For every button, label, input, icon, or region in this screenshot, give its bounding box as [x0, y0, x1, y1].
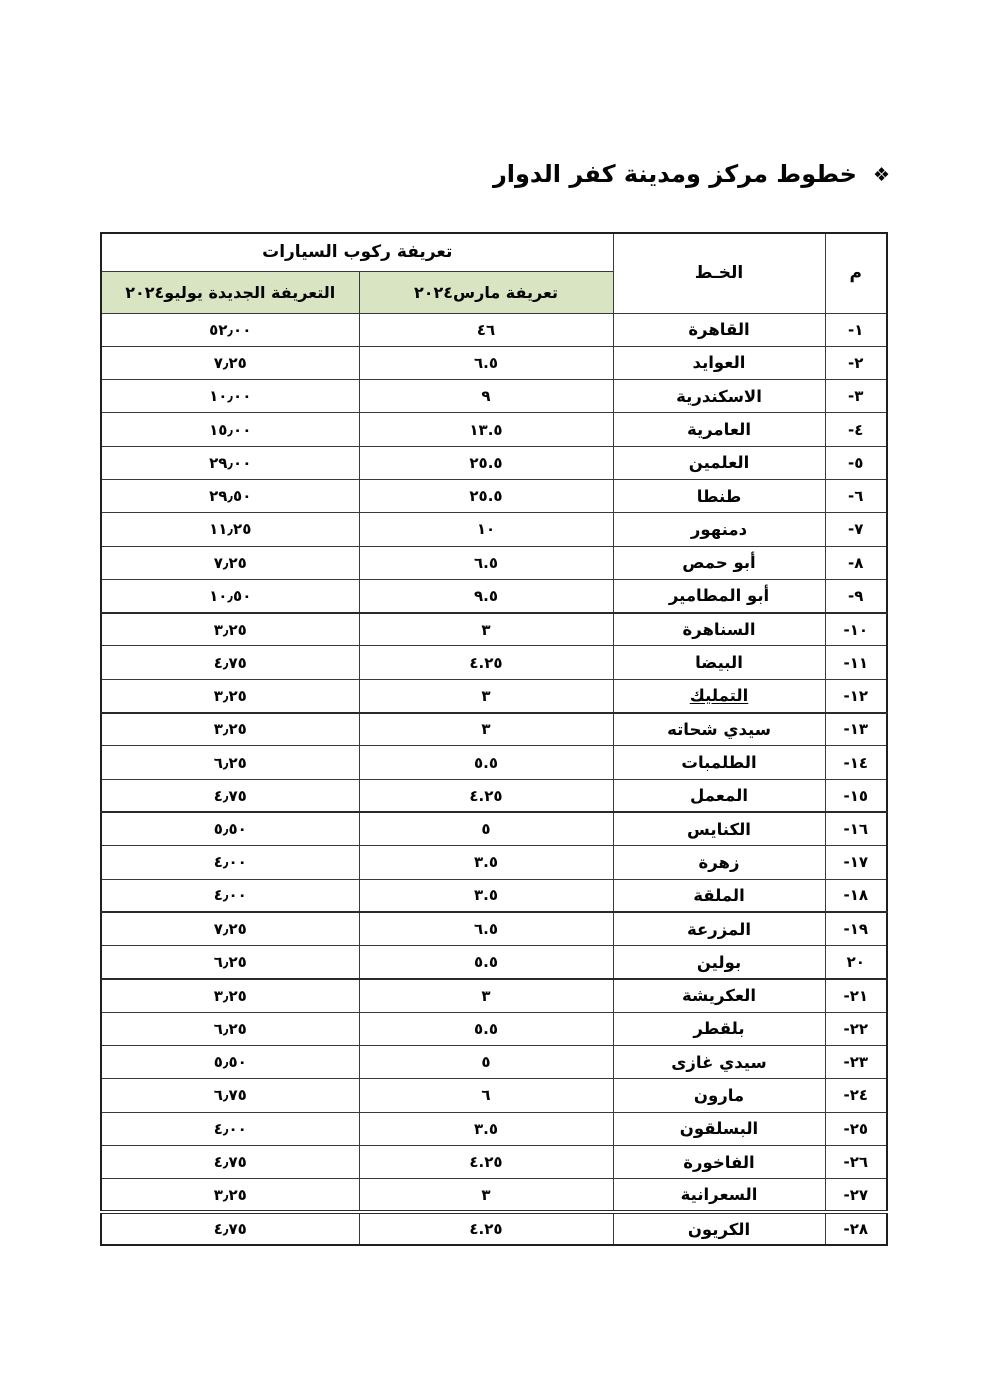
row-new-tariff: ٣٫٢٥ — [101, 979, 359, 1012]
row-march-tariff: ٤.٢٥ — [359, 1145, 613, 1178]
header-march-tariff: تعريفة مارس٢٠٢٤ — [359, 271, 613, 313]
table-row — [101, 713, 887, 746]
table-row — [101, 912, 887, 945]
row-number: ٢٣- — [825, 1046, 887, 1079]
row-number: ١٢- — [825, 679, 887, 712]
header-tariff-group: تعريفة ركوب السيارات — [101, 233, 613, 271]
table-row — [101, 579, 887, 612]
row-number: ٢٢- — [825, 1012, 887, 1045]
row-number: ٢٨- — [825, 1212, 887, 1245]
row-march-tariff: ٩.٥ — [359, 579, 613, 612]
row-number: ١٠- — [825, 613, 887, 646]
row-line-name: الكنايس — [613, 812, 825, 845]
row-new-tariff: ١٥٫٠٠ — [101, 413, 359, 446]
row-line-name: الاسكندرية — [613, 380, 825, 413]
row-march-tariff: ٤.٢٥ — [359, 779, 613, 812]
row-line-name: العامرية — [613, 413, 825, 446]
row-line-name: السعرانية — [613, 1179, 825, 1212]
row-new-tariff: ٤٫٧٥ — [101, 1145, 359, 1178]
table-row — [101, 812, 887, 845]
row-new-tariff: ١٠٫٠٠ — [101, 380, 359, 413]
row-line-name: سيدي شحاته — [613, 713, 825, 746]
row-march-tariff: ٥.٥ — [359, 946, 613, 979]
row-new-tariff: ٤٫٧٥ — [101, 779, 359, 812]
row-new-tariff: ٦٫٢٥ — [101, 746, 359, 779]
row-number: ١٩- — [825, 912, 887, 945]
row-march-tariff: ٣.٥ — [359, 879, 613, 912]
row-number: ٢٦- — [825, 1145, 887, 1178]
header-number-column: م — [825, 233, 887, 313]
row-number: ١٣- — [825, 713, 887, 746]
row-line-name: البسلقون — [613, 1112, 825, 1145]
table-row — [101, 513, 887, 546]
row-march-tariff: ٦.٥ — [359, 546, 613, 579]
row-line-name: سيدي غازى — [613, 1046, 825, 1079]
row-line-name: بولين — [613, 946, 825, 979]
row-line-name: الكريون — [613, 1212, 825, 1245]
fare-table-body — [101, 313, 887, 1245]
row-number: ١٧- — [825, 846, 887, 879]
row-number: ٩- — [825, 579, 887, 612]
row-number: ٢١- — [825, 979, 887, 1012]
row-new-tariff: ٦٫٧٥ — [101, 1079, 359, 1112]
header-line-column: الخـط — [613, 233, 825, 313]
row-new-tariff: ٣٫٢٥ — [101, 679, 359, 712]
fare-table-header — [101, 233, 887, 313]
row-march-tariff: ٦.٥ — [359, 912, 613, 945]
table-row — [101, 380, 887, 413]
row-line-name: السناهرة — [613, 613, 825, 646]
row-new-tariff: ٤٫٧٥ — [101, 646, 359, 679]
row-line-name: الملقة — [613, 879, 825, 912]
row-line-name: طنطا — [613, 479, 825, 512]
row-line-name: القاهرة — [613, 313, 825, 346]
table-row — [101, 446, 887, 479]
row-march-tariff: ٤.٢٥ — [359, 646, 613, 679]
row-line-name: التمليك — [613, 679, 825, 712]
table-row — [101, 1212, 887, 1245]
diamond-bullet-icon: ❖ — [872, 164, 890, 186]
row-line-name: العوايد — [613, 346, 825, 379]
row-march-tariff: ٦ — [359, 1079, 613, 1112]
row-march-tariff: ٣ — [359, 979, 613, 1012]
table-row — [101, 613, 887, 646]
row-number: ٢٠ — [825, 946, 887, 979]
row-line-name: زهرة — [613, 846, 825, 879]
row-number: ٢٧- — [825, 1179, 887, 1212]
row-line-name: البيضا — [613, 646, 825, 679]
row-new-tariff: ٥٫٥٠ — [101, 812, 359, 845]
row-number: ١٦- — [825, 812, 887, 845]
row-new-tariff: ٦٫٢٥ — [101, 1012, 359, 1045]
table-row — [101, 479, 887, 512]
table-row — [101, 1079, 887, 1112]
table-row — [101, 346, 887, 379]
fare-table — [100, 232, 888, 1246]
row-number: ٢٤- — [825, 1079, 887, 1112]
row-number: ٦- — [825, 479, 887, 512]
row-march-tariff: ١٣.٥ — [359, 413, 613, 446]
table-row — [101, 679, 887, 712]
row-number: ٢٥- — [825, 1112, 887, 1145]
row-line-name: العلمين — [613, 446, 825, 479]
row-line-name: أبو حمص — [613, 546, 825, 579]
row-march-tariff: ٢٥.٥ — [359, 446, 613, 479]
row-march-tariff: ٣ — [359, 679, 613, 712]
row-new-tariff: ١١٫٢٥ — [101, 513, 359, 546]
row-number: ١٤- — [825, 746, 887, 779]
row-line-name: المزرعة — [613, 912, 825, 945]
table-row — [101, 746, 887, 779]
row-new-tariff: ٤٫٠٠ — [101, 1112, 359, 1145]
row-number: ١- — [825, 313, 887, 346]
row-number: ١٥- — [825, 779, 887, 812]
row-line-name: الطلمبات — [613, 746, 825, 779]
row-number: ١٨- — [825, 879, 887, 912]
table-row — [101, 1046, 887, 1079]
row-march-tariff: ٥.٥ — [359, 746, 613, 779]
row-new-tariff: ٥٫٥٠ — [101, 1046, 359, 1079]
row-new-tariff: ٥٢٫٠٠ — [101, 313, 359, 346]
row-new-tariff: ٤٫٠٠ — [101, 879, 359, 912]
table-row — [101, 413, 887, 446]
row-march-tariff: ٣ — [359, 713, 613, 746]
row-new-tariff: ٧٫٢٥ — [101, 912, 359, 945]
row-new-tariff: ٧٫٢٥ — [101, 346, 359, 379]
row-line-name: بلقطر — [613, 1012, 825, 1045]
header-new-tariff: التعريفة الجديدة يوليو٢٠٢٤ — [101, 271, 359, 313]
table-row — [101, 846, 887, 879]
row-line-name: دمنهور — [613, 513, 825, 546]
row-new-tariff: ٧٫٢٥ — [101, 546, 359, 579]
row-line-name: العكريشة — [613, 979, 825, 1012]
row-new-tariff: ٢٩٫٠٠ — [101, 446, 359, 479]
table-row — [101, 1145, 887, 1178]
row-march-tariff: ٥.٥ — [359, 1012, 613, 1045]
row-march-tariff: ٣ — [359, 1179, 613, 1212]
row-new-tariff: ١٠٫٥٠ — [101, 579, 359, 612]
table-row — [101, 646, 887, 679]
table-row — [101, 1179, 887, 1212]
row-march-tariff: ٣.٥ — [359, 1112, 613, 1145]
page-title-text: خطوط مركز ومدينة كفر الدوار — [492, 160, 857, 188]
row-line-name: الفاخورة — [613, 1145, 825, 1178]
row-march-tariff: ٤.٢٥ — [359, 1212, 613, 1245]
row-march-tariff: ٣ — [359, 613, 613, 646]
table-row — [101, 979, 887, 1012]
row-line-name: المعمل — [613, 779, 825, 812]
table-row — [101, 546, 887, 579]
row-number: ٢- — [825, 346, 887, 379]
row-march-tariff: ٩ — [359, 380, 613, 413]
row-march-tariff: ٤٦ — [359, 313, 613, 346]
row-number: ٤- — [825, 413, 887, 446]
row-march-tariff: ٥ — [359, 1046, 613, 1079]
row-new-tariff: ٤٫٠٠ — [101, 846, 359, 879]
row-new-tariff: ٢٩٫٥٠ — [101, 479, 359, 512]
table-row — [101, 313, 887, 346]
row-new-tariff: ٣٫٢٥ — [101, 713, 359, 746]
row-march-tariff: ٢٥.٥ — [359, 479, 613, 512]
page-title — [493, 160, 890, 188]
row-march-tariff: ٥ — [359, 812, 613, 845]
row-march-tariff: ٦.٥ — [359, 346, 613, 379]
row-new-tariff: ٣٫٢٥ — [101, 613, 359, 646]
row-number: ١١- — [825, 646, 887, 679]
table-row — [101, 1012, 887, 1045]
row-new-tariff: ٣٫٢٥ — [101, 1179, 359, 1212]
row-line-name: مارون — [613, 1079, 825, 1112]
row-new-tariff: ٦٫٢٥ — [101, 946, 359, 979]
table-row — [101, 879, 887, 912]
row-march-tariff: ١٠ — [359, 513, 613, 546]
table-row — [101, 946, 887, 979]
row-march-tariff: ٣.٥ — [359, 846, 613, 879]
table-row — [101, 779, 887, 812]
row-number: ٣- — [825, 380, 887, 413]
row-number: ٧- — [825, 513, 887, 546]
row-new-tariff: ٤٫٧٥ — [101, 1212, 359, 1245]
row-line-name: أبو المطامير — [613, 579, 825, 612]
table-row — [101, 1112, 887, 1145]
row-number: ٨- — [825, 546, 887, 579]
row-number: ٥- — [825, 446, 887, 479]
